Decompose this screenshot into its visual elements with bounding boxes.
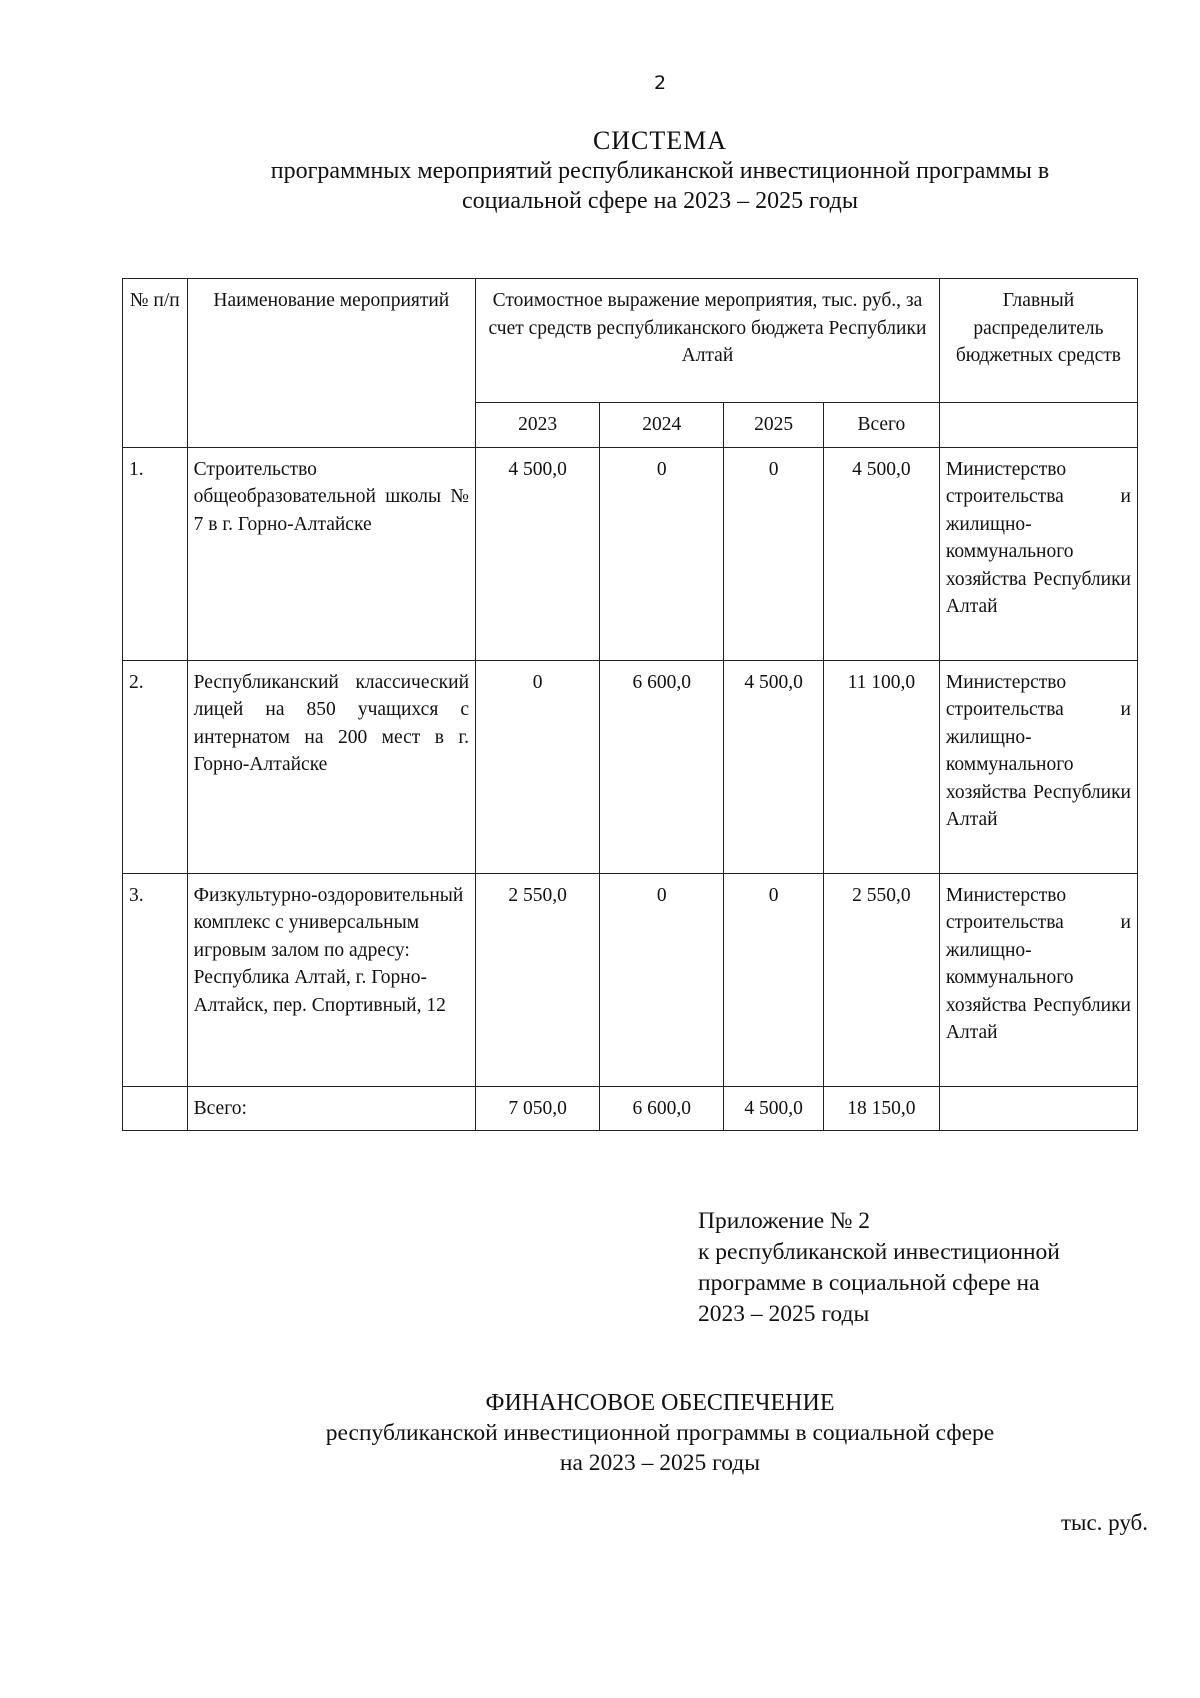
row-total: 11 100,0 bbox=[823, 660, 939, 873]
row-distributor: Министерство строительства и жилищно-коммунального хозяйства Республики Алтай bbox=[939, 873, 1137, 1086]
total-2023: 7 050,0 bbox=[476, 1086, 600, 1131]
system-subtitle-line2: социальной сфере на 2023 – 2025 годы bbox=[462, 188, 858, 214]
page-number: 2 bbox=[653, 72, 667, 94]
row-name: Физкультурно-оздоровительный комплекс с универсальным игровым залом по адресу: Республика Алтай, г. Горно-Алтайск, пер. Спортивный, 12 bbox=[187, 873, 475, 1086]
header-num: № п/п bbox=[123, 279, 188, 448]
row-2023: 2 550,0 bbox=[476, 873, 600, 1086]
row-total: 2 550,0 bbox=[823, 873, 939, 1086]
header-year-2023: 2023 bbox=[476, 403, 600, 448]
total-num-empty bbox=[123, 1086, 188, 1131]
system-title-block bbox=[200, 126, 1120, 216]
total-2024: 6 600,0 bbox=[600, 1086, 724, 1131]
financing-line2: республиканской инвестиционной программы в социальной сфере bbox=[325, 1420, 995, 1446]
header-distributor: Главный распределитель бюджетных средств bbox=[939, 279, 1137, 403]
row-2025: 4 500,0 bbox=[724, 660, 824, 873]
total-label: Всего: bbox=[187, 1086, 475, 1131]
total-2025: 4 500,0 bbox=[724, 1086, 824, 1131]
header-row bbox=[123, 279, 1138, 403]
header-year-2025: 2025 bbox=[724, 403, 824, 448]
financing-line3: на 2023 – 2025 годы bbox=[559, 1450, 761, 1476]
appendix-note bbox=[698, 1206, 1138, 1330]
row-2024: 0 bbox=[600, 873, 724, 1086]
appendix-line2: к республиканской инвестиционной bbox=[698, 1239, 1060, 1265]
row-distributor: Министерство строительства и жилищно-коммунального хозяйства Республики Алтай bbox=[939, 447, 1137, 660]
row-num: 2. bbox=[123, 660, 188, 873]
units-label: тыс. руб. bbox=[1060, 1510, 1148, 1535]
table-row bbox=[123, 660, 1138, 873]
row-distributor: Министерство строительства и жилищно-коммунального хозяйства Республики Алтай bbox=[939, 660, 1137, 873]
header-name: Наименование мероприятий bbox=[187, 279, 475, 448]
table-row bbox=[123, 873, 1138, 1086]
row-2025: 0 bbox=[724, 447, 824, 660]
row-2024: 6 600,0 bbox=[600, 660, 724, 873]
total-row bbox=[123, 1086, 1138, 1131]
total-distributor-empty bbox=[939, 1086, 1137, 1131]
row-num: 1. bbox=[123, 447, 188, 660]
appendix-line3: программе в социальной сфере на bbox=[698, 1270, 1040, 1296]
row-2024: 0 bbox=[600, 447, 724, 660]
header-total: Всего bbox=[823, 403, 939, 448]
row-name: Республиканский классический лицей на 850 учащихся с интернатом на 200 мест в г. Горно-Алтайске bbox=[187, 660, 475, 873]
financing-title-block bbox=[150, 1388, 1170, 1478]
header-cost: Стоимостное выражение мероприятия, тыс. руб., за счет средств республиканского бюджета Республики Алтай bbox=[476, 279, 940, 403]
appendix-line1: Приложение № 2 bbox=[698, 1208, 871, 1234]
financing-title: ФИНАНСОВОЕ ОБЕСПЕЧЕНИЕ bbox=[485, 1390, 835, 1416]
events-table bbox=[122, 278, 1138, 1131]
row-2025: 0 bbox=[724, 873, 824, 1086]
header-year-2024: 2024 bbox=[600, 403, 724, 448]
row-num: 3. bbox=[123, 873, 188, 1086]
system-subtitle-line1: программных мероприятий республиканской инвестиционной программы в bbox=[270, 158, 1050, 184]
row-name: Строительство общеобразовательной школы № 7 в г. Горно-Алтайске bbox=[187, 447, 475, 660]
appendix-line4: 2023 – 2025 годы bbox=[698, 1301, 870, 1327]
row-2023: 0 bbox=[476, 660, 600, 873]
table-row bbox=[123, 447, 1138, 660]
row-total: 4 500,0 bbox=[823, 447, 939, 660]
system-title: СИСТЕМА bbox=[592, 126, 728, 155]
row-2023: 4 500,0 bbox=[476, 447, 600, 660]
total-total: 18 150,0 bbox=[823, 1086, 939, 1131]
header-distributor-empty bbox=[939, 403, 1137, 448]
